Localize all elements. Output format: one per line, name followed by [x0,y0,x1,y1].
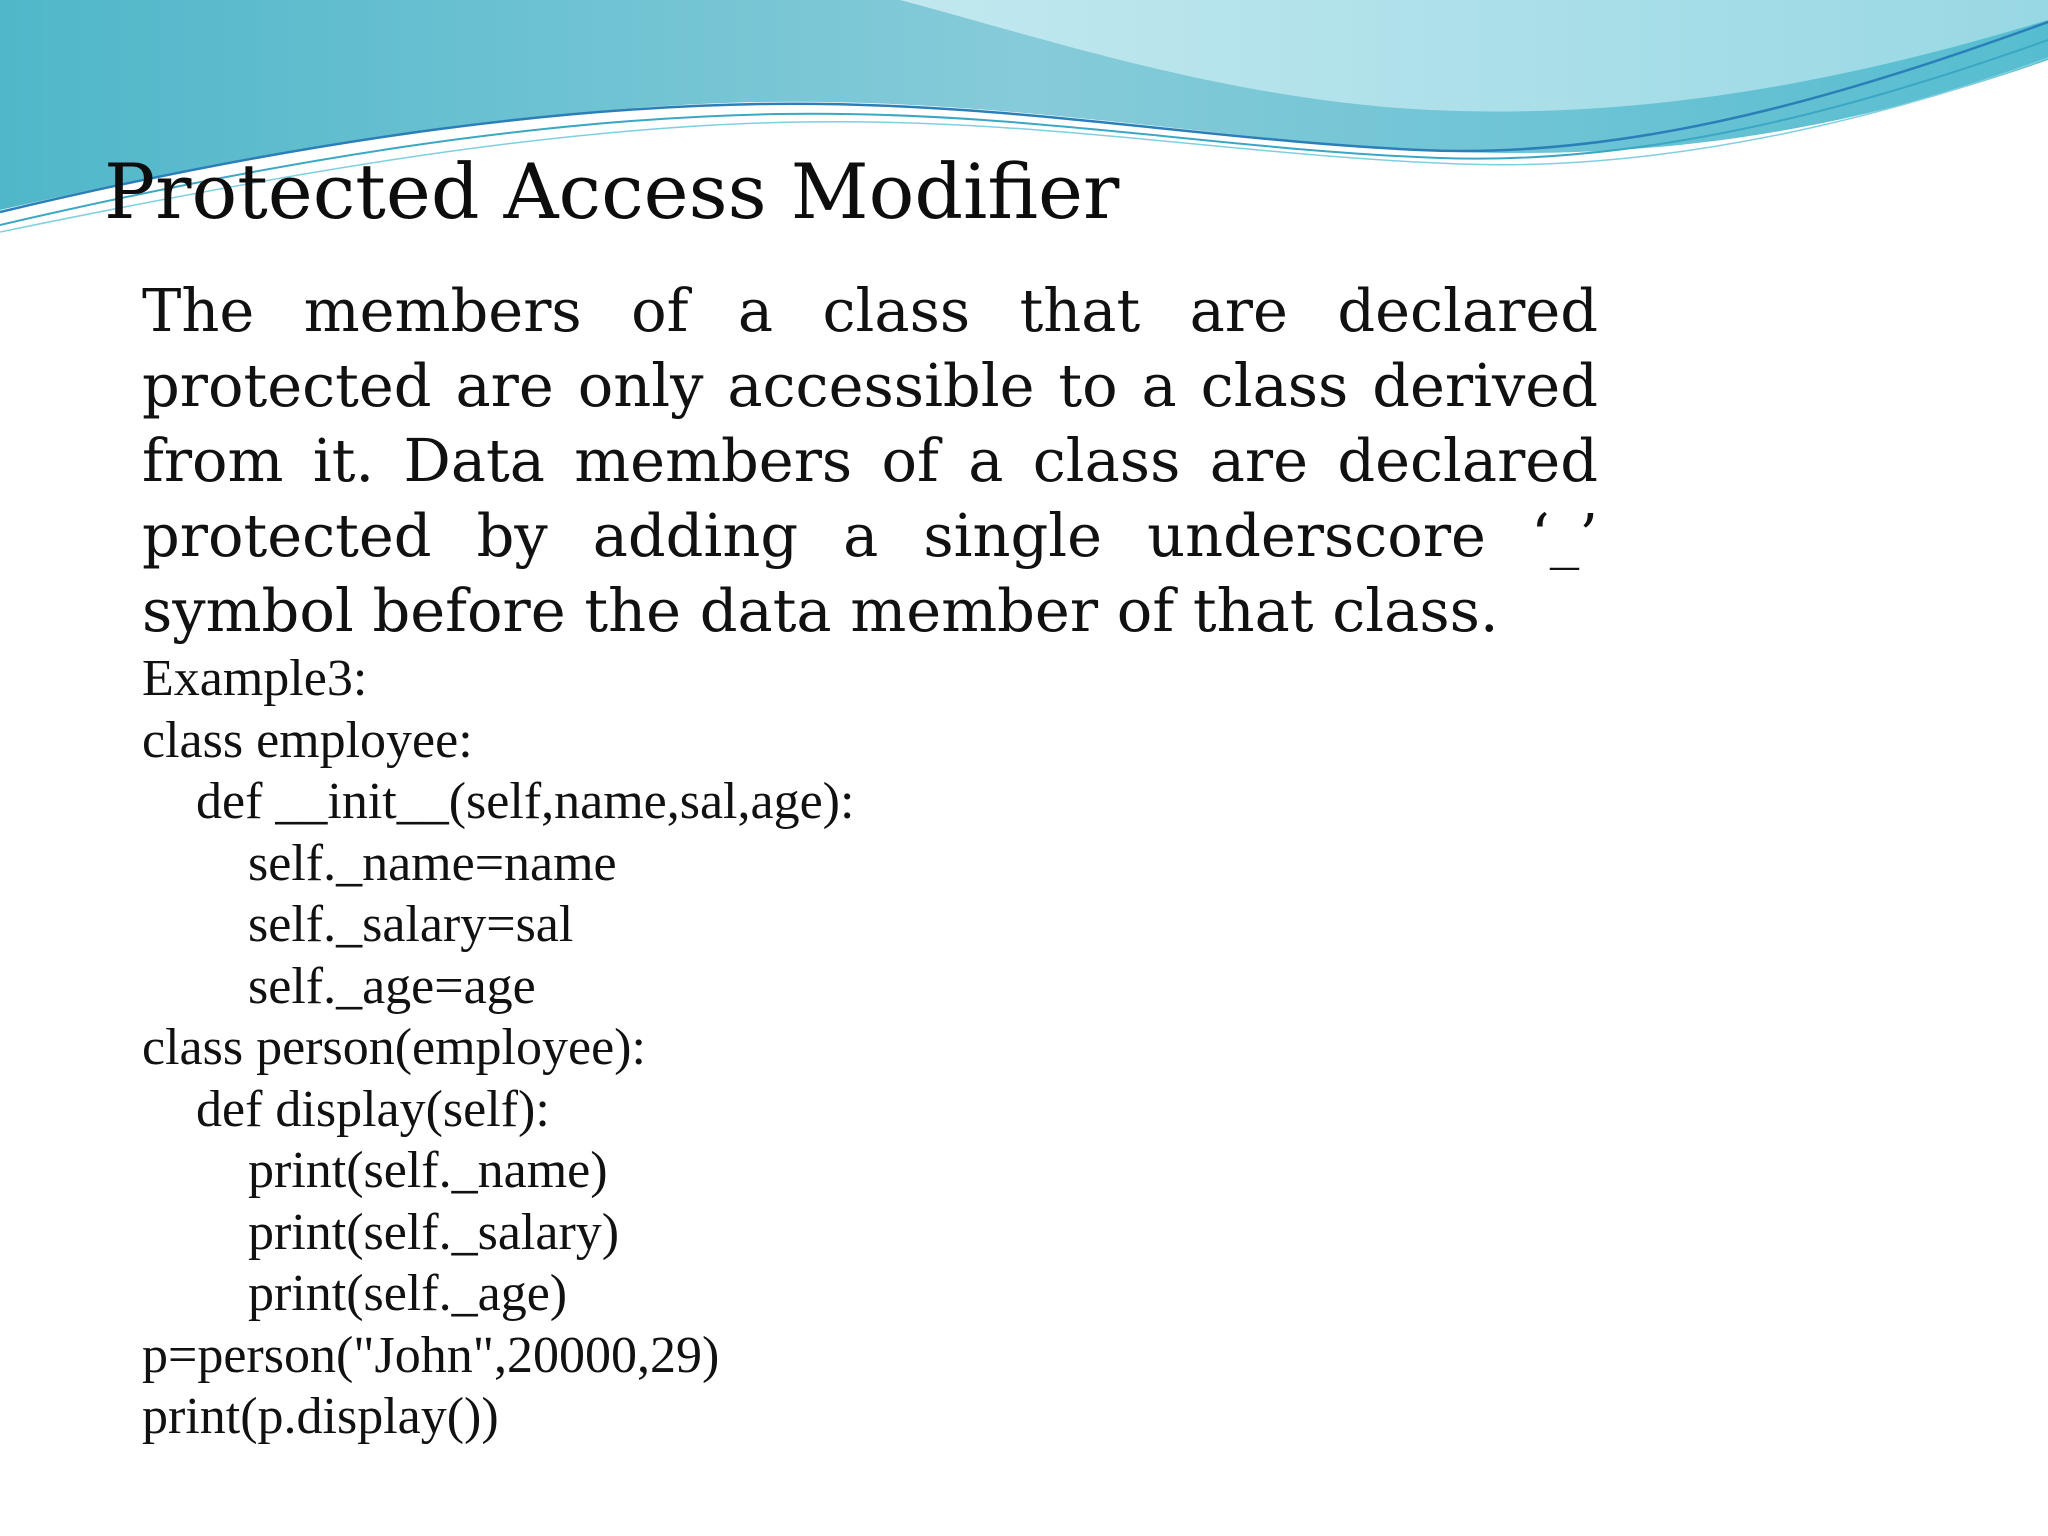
description-paragraph: The members of a class that are declared protected are only accessible to a class derived from it. Data members of a class are declared protected by adding a single underscore ‘_’ symbol before the data member of that class. [142,276,1598,645]
code-line: print(self._age) [248,1265,568,1322]
code-line: self._age=age [248,957,536,1015]
code-line: print(self._salary) [248,1203,620,1261]
example-label: Example3: [142,650,368,707]
code-line: print(p.display()) [142,1388,499,1445]
code-line: class employee: [142,711,473,769]
code-line: print(self._name) [248,1142,608,1199]
code-line: self._name=name [248,834,617,892]
code-line: self._salary=sal [248,896,574,953]
code-line: def display(self): [196,1080,550,1138]
code-line: def __init__(self,name,sal,age): [196,773,855,830]
code-example [142,648,854,1448]
code-line: p=person("John",20000,29) [142,1326,720,1384]
slide-title: Protected Access Modifier [104,147,1120,236]
code-line: class person(employee): [142,1019,646,1076]
